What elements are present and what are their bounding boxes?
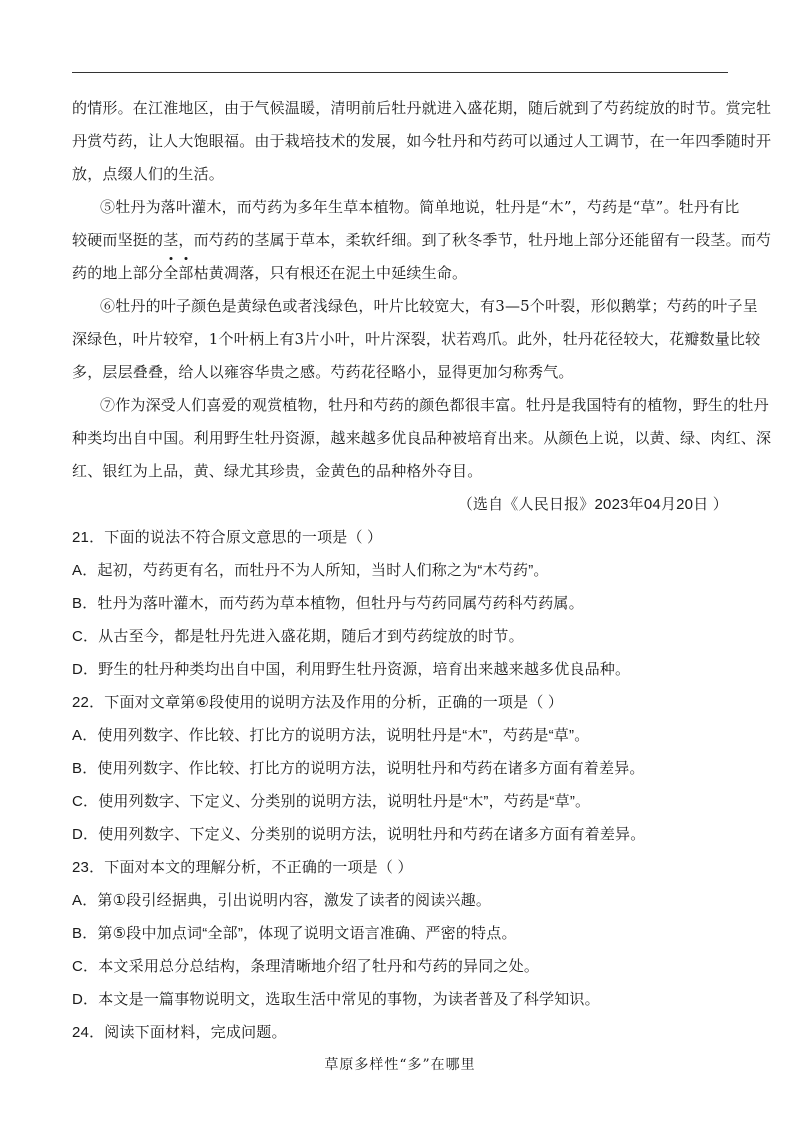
answer-option[interactable]: C．本文采用总分总结构，条理清晰地介绍了牡丹和芍药的异同之处。 bbox=[72, 958, 540, 975]
header-rule bbox=[72, 72, 728, 73]
passage-line: 红、银红为上品，黄、绿尤其珍贵，金黄色的品种格外夺目。 bbox=[72, 462, 483, 480]
material-title: 草原多样性“多”在哪里 bbox=[324, 1057, 476, 1073]
answer-option[interactable]: D．野生的牡丹种类均出自中国，利用野生牡丹资源，培育出来越来越多优良品种。 bbox=[72, 661, 631, 678]
passage-line: 放，点缀人们的生活。 bbox=[72, 165, 225, 183]
passage-line: 的情形。在江淮地区，由于气候温暖，清明前后牡丹就进入盛花期，随后就到了芍药绽放的时节。赏完牡 bbox=[72, 99, 772, 117]
answer-option[interactable]: A．第①段引经据典，引出说明内容，激发了读者的阅读兴趣。 bbox=[72, 892, 492, 909]
passage-line: 多，层层叠叠，给人以雍容华贵之感。芍药花径略小，显得更加匀称秀气。 bbox=[72, 363, 574, 381]
question-stem: 22．下面对文章第⑥段使用的说明方法及作用的分析，正确的一项是（ ） bbox=[72, 694, 564, 711]
answer-option[interactable]: C．使用列数字、下定义、分类别的说明方法，说明牡丹是“木”，芍药是“草”。 bbox=[72, 793, 591, 810]
answer-option[interactable]: A．起初，芍药更有名，而牡丹不为人所知，当时人们称之为“木芍药”。 bbox=[72, 562, 549, 579]
emphasis-text: 部 bbox=[178, 264, 194, 282]
answer-option[interactable]: B．使用列数字、作比较、打比方的说明方法，说明牡丹和芍药在诸多方面有着差异。 bbox=[72, 760, 645, 777]
passage-line: 深绿色，叶片较窄，1个叶柄上有3片小叶，叶片深裂，状若鸡爪。此外，牡丹花径较大，花瓣数量比较 bbox=[72, 330, 761, 348]
passage-line: ⑥牡丹的叶子颜色是黄绿色或者浅绿色，叶片比较宽大，有3—5个叶裂，形似鹅掌；芍药的叶子呈 bbox=[100, 297, 758, 315]
question-stem: 24．阅读下面材料，完成问题。 bbox=[72, 1024, 287, 1041]
question-stem: 23．下面对本文的理解分析，不正确的一项是（ ） bbox=[72, 859, 413, 876]
emphasis-text: 全 bbox=[163, 264, 179, 282]
passage-line: 种类均出自中国。利用野生牡丹资源，越来越多优良品种被培育出来。从颜色上说，以黄、绿、肉红、深 bbox=[72, 429, 772, 447]
passage-text: 枯黄凋落，只有根还在泥土中延续生命。 bbox=[193, 264, 468, 282]
answer-option[interactable]: D．本文是一篇事物说明文，选取生活中常见的事物，为读者普及了科学知识。 bbox=[72, 991, 600, 1008]
answer-option[interactable]: B．第⑤段中加点词“全部”，体现了说明文语言准确、严密的特点。 bbox=[72, 925, 517, 942]
passage-line: 丹赏芍药，让人大饱眼福。由于栽培技术的发展，如今牡丹和芍药可以通过人工调节，在一年四季随时开 bbox=[72, 132, 772, 150]
passage-text: 药的地上部分 bbox=[72, 264, 164, 282]
passage-line: 较硬而坚挺的茎，而芍药的茎属于草本，柔软纤细。到了秋冬季节，牡丹地上部分还能留有一段茎。而芍 bbox=[72, 231, 772, 249]
answer-option[interactable]: B．牡丹为落叶灌木，而芍药为草本植物，但牡丹与芍药同属芍药科芍药属。 bbox=[72, 595, 584, 612]
emphasis-dot bbox=[185, 257, 188, 260]
answer-option[interactable]: C．从古至今，都是牡丹先进入盛花期，随后才到芍药绽放的时节。 bbox=[72, 628, 524, 645]
answer-option[interactable]: D．使用列数字、下定义、分类别的说明方法，说明牡丹和芍药在诸多方面有着差异。 bbox=[72, 826, 646, 843]
source-citation: （选自《人民日报》2023年04月20日 ） bbox=[457, 496, 728, 513]
passage-line: ⑦作为深受人们喜爱的观赏植物，牡丹和芍药的颜色都很丰富。牡丹是我国特有的植物，野生的牡丹 bbox=[100, 396, 769, 414]
passage-line-emphasis bbox=[72, 262, 467, 283]
emphasis-char bbox=[178, 264, 193, 282]
emphasis-dot bbox=[169, 257, 172, 260]
passage-line: ⑤牡丹为落叶灌木，而芍药为多年生草本植物。简单地说，牡丹是“木”，芍药是“草”。牡丹有比 bbox=[100, 198, 740, 216]
emphasis-char bbox=[163, 264, 178, 282]
answer-option[interactable]: A．使用列数字、作比较、打比方的说明方法，说明牡丹是“木”，芍药是“草”。 bbox=[72, 727, 590, 744]
question-stem: 21．下面的说法不符合原文意思的一项是（ ） bbox=[72, 529, 383, 546]
